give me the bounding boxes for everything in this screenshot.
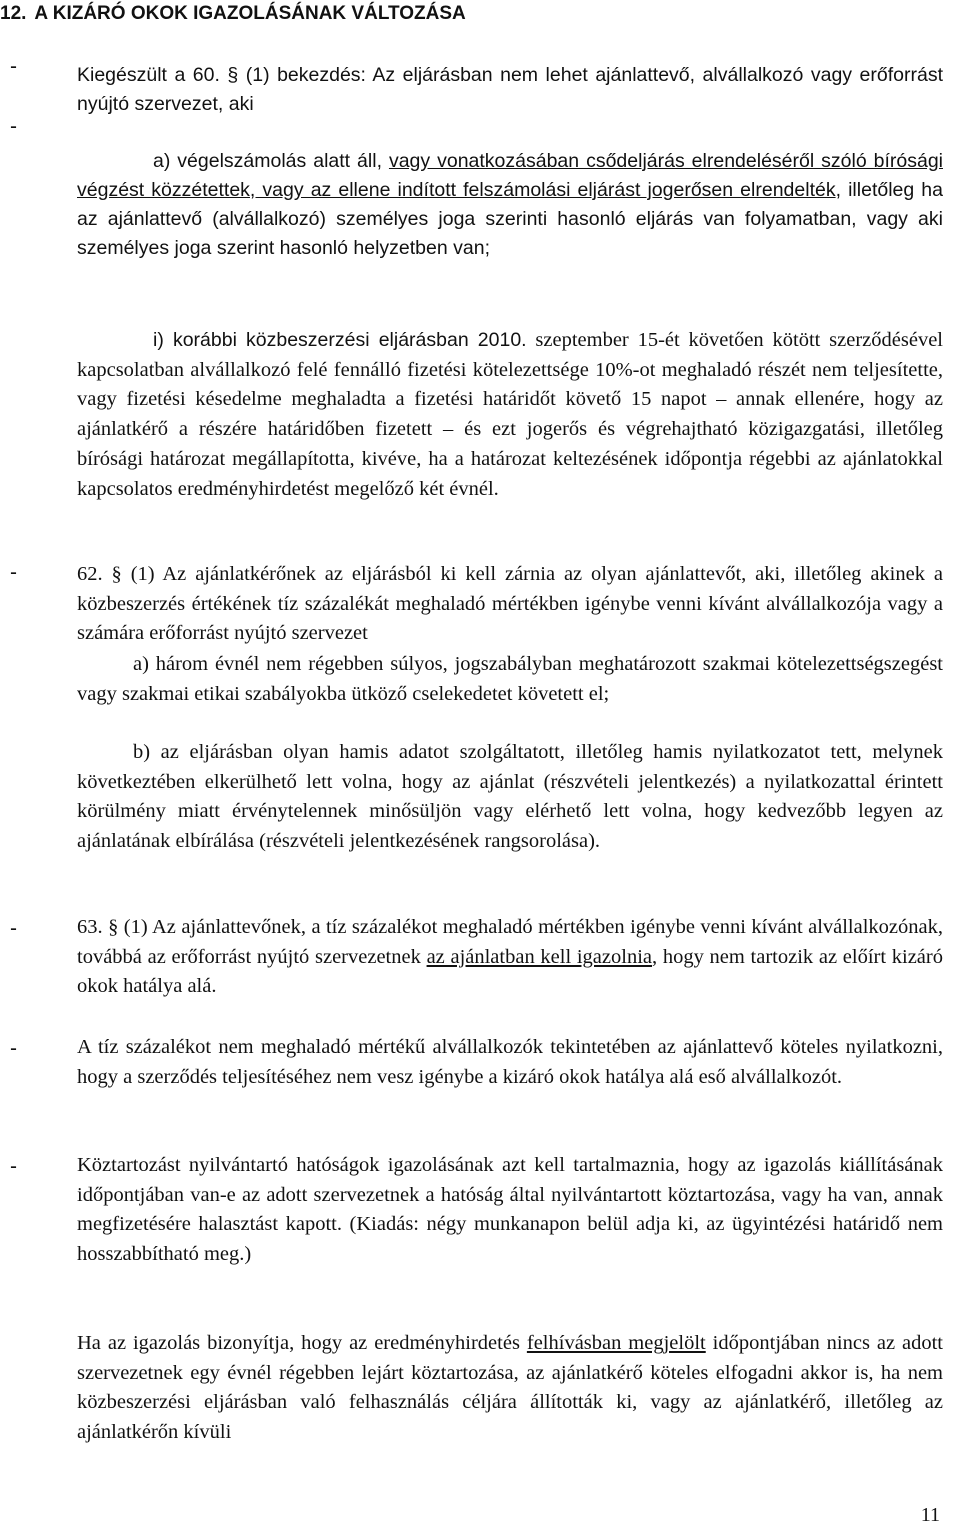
item3-text2: , hogy nem tartozik az előírt kizáró okok hatálya alá. [77, 945, 943, 998]
item1-point-i [77, 326, 943, 504]
item1-a-text1: a) végelszámolás alatt áll, [153, 150, 389, 172]
bullet-dash: - [10, 115, 17, 138]
item2-point-b: b) az eljárásban olyan hamis adatot szolgáltatott, illetőleg hamis nyilatkozatot tett, melynek következtében elkerülhető lett volna, hogy az ajánlat (részvételi jelentkezés) a nyilatkozattal érintett körülmény miatt érvénytelennek minősüljön vagy elérhető lett volna, hogy kedvezőbb legyen az ajánlatának elbírálása (részvételi jelentkezésének rangsorolása). [77, 741, 943, 853]
item3-text1: 63. § (1) Az ajánlattevőnek, a tíz százalékot meghaladó mértékben igénybe venni kívánt alvállalkozónak, továbbá az erőforrást nyújtó szervezetnek [77, 916, 943, 968]
bullet-dash: - [10, 917, 17, 940]
bullet-dash: - [10, 1037, 17, 1060]
item5-text: Köztartozást nyilvántartó hatóságok igazolásának azt kell tartalmaznia, hogy az igazolás kiállításának időpontjában van-e az adott szervezetnek a hatóság által nyilvántartott köztartozása, vagy ha van, annak megfizetésére halasztást kapott. (Kiadás: négy munkanapon belül adja ki, az ügyintézési határidő nem hosszabbítható meg.) [77, 1154, 943, 1266]
item4-text: A tíz százalékot nem meghaladó mértékű alvállalkozók tekintetében az ajánlattevő köteles nyilatkozni, hogy a szerződés teljesítéséhez nem vesz igénybe a kizáró okok hatálya alá eső alvállalkozót. [77, 1036, 943, 1088]
closing-text1: Ha az igazolás bizonyítja, hogy az eredményhirdetés [77, 1332, 527, 1354]
item1-a-text2: , illetőleg ha az ajánlattevő (alvállalkozó) személyes joga szerinti hasonló eljárás van folyamatban, vagy aki személyes joga szerint hasonló helyzetben van; [77, 179, 943, 259]
item1-a-underlined: vagy vonatkozásában csődeljárás elrendeléséről szóló bírósági végzést közzétettek, vagy az ellene indított felszámolási eljárást jogerősen elrendelték [77, 150, 943, 201]
page-number: 11 [920, 1504, 940, 1526]
item1-i-text: szeptember 15-ét követően kötött szerződésével kapcsolatban alvállalkozó felé fennálló fizetési kötelezettsége 10%-ot meghaladó részét nem teljesítette, vagy fizetési késedelme meghaladta a fizetési határidőt követő 15 napot – annak ellenére, hogy az ajánlatkérő a részére határidőben fizetett – és ezt jogerős és végrehajtható közigazgatási, illetőleg bírósági határozat megállapította, kivéve, ha a határozat keltezésének időpontja régebbi az ajánlatokkal kapcsolatos eredményhirdetést megelőző két évnél. [77, 329, 943, 500]
item3-underlined: az ajánlatban kell igazolnia [426, 945, 652, 968]
item2-intro: 62. § (1) Az ajánlatkérőnek az eljárásból ki kell zárnia az olyan ajánlattevőt, aki, illetőleg akinek a közbeszerzés értékének tíz százalékát meghaladó mértékben igénybe venni kívánt alvállalkozója vagy a számára erőforrást nyújtó szervezet [77, 563, 943, 645]
item1-intro: Kiegészült a 60. § (1) bekezdés: Az eljárásban nem lehet ajánlattevő, alvállalkozó vagy erőforrást nyújtó szervezet, aki [77, 64, 943, 115]
bullet-dash: - [10, 1155, 17, 1178]
item3-text [77, 913, 943, 1002]
closing-paragraph [77, 1329, 943, 1448]
closing-text2: időpontjában nincs az adott szervezetnek egy évnél régebben lejárt köztartozása, az ajánlatkérő köteles elfogadni akkor is, ha nem közbeszerzési eljárásban való felhasználás céljára állították ki, vagy az ajánlatkérő, illetőleg az ajánlatkérőn kívüli [77, 1332, 943, 1444]
section-title: A KIZÁRÓ OKOK IGAZOLÁSÁNAK VÁLTOZÁSA [34, 3, 466, 24]
item2-point-a: a) három évnél nem régebben súlyos, jogszabályban meghatározott szakmai kötelezettségszegést vagy szakmai etikai szabályokba ütköző cselekedetet követett el; [77, 653, 943, 705]
bullet-dash: - [10, 55, 17, 78]
section-heading [0, 2, 466, 26]
closing-underlined: felhívásban megjelölt [526, 1332, 706, 1354]
item1-point-a [77, 147, 943, 263]
section-number: 12. [0, 3, 27, 24]
item1-i-lead: i) korábbi közbeszerzési eljárásban 2010. [153, 329, 527, 351]
bullet-dash: - [10, 561, 17, 584]
